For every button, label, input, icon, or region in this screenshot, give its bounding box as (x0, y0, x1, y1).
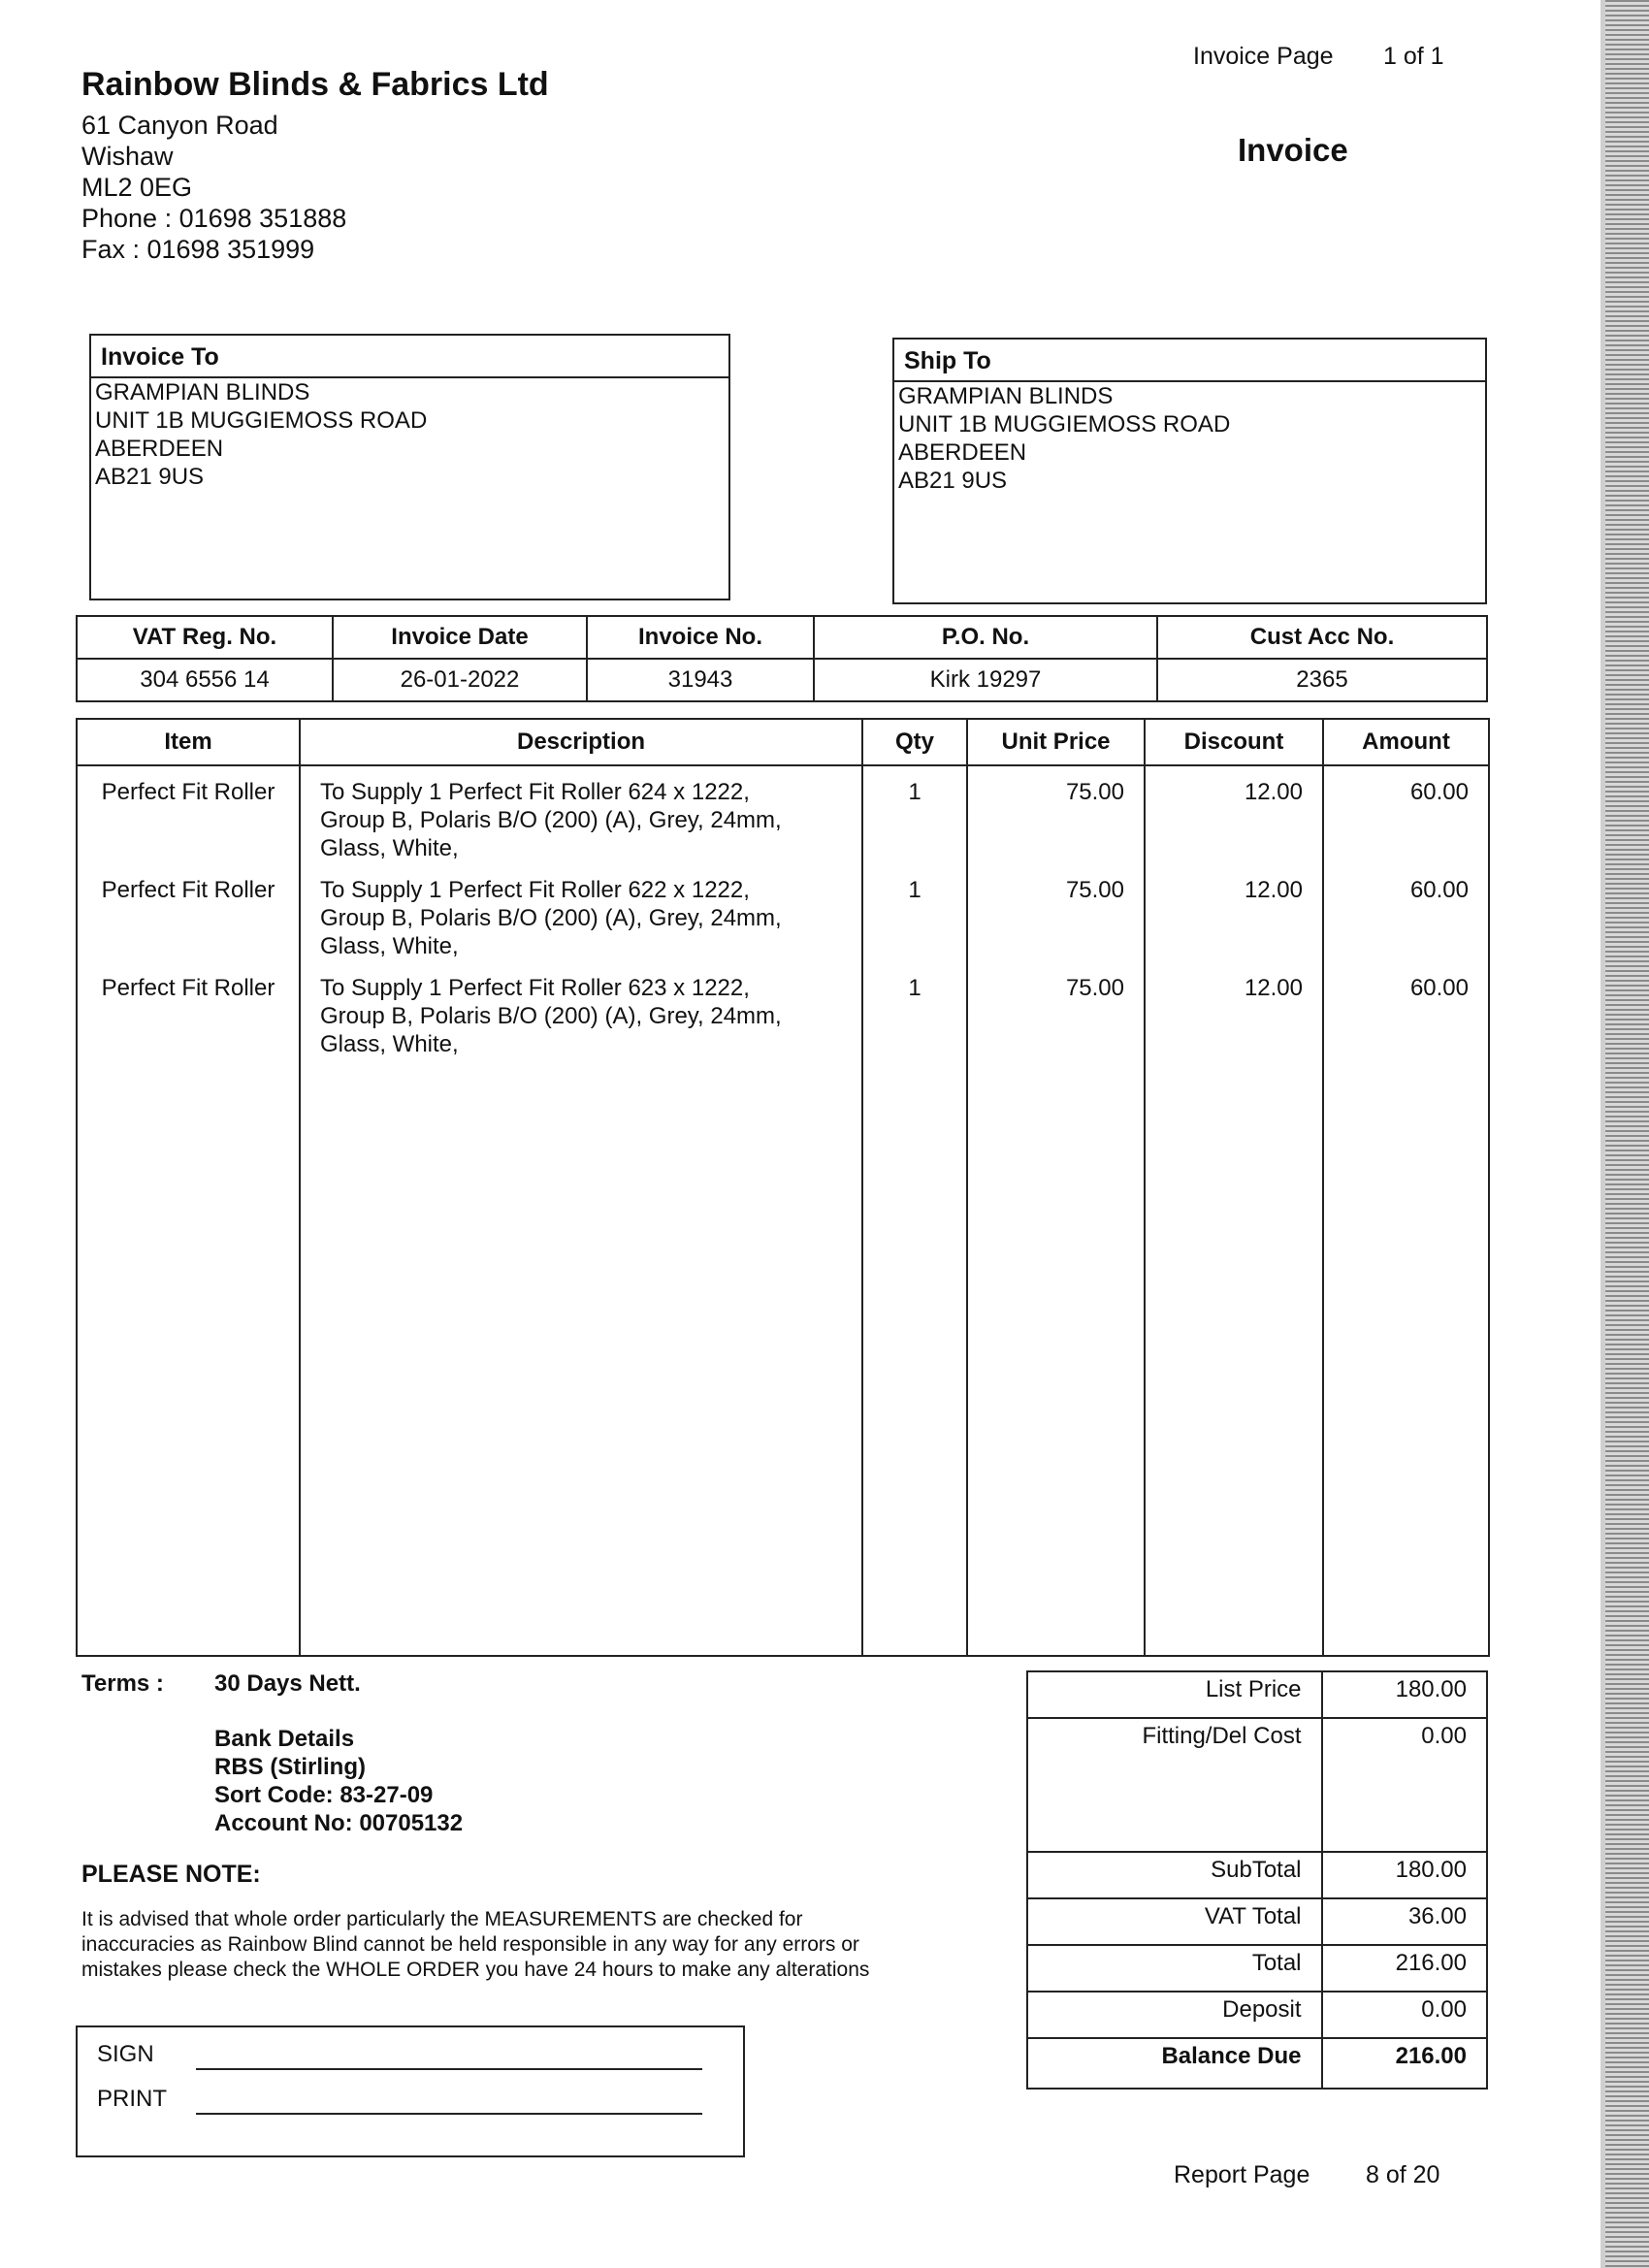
vat-total-label: VAT Total (1027, 1898, 1322, 1945)
meta-header-date: Invoice Date (333, 616, 587, 659)
company-address-postcode: ML2 0EG (81, 173, 193, 202)
invoice-to-address (91, 378, 728, 491)
ship-to-heading: Ship To (894, 340, 1485, 382)
description-column (300, 765, 862, 1656)
invoice-page-value: 1 of 1 (1383, 43, 1444, 70)
line-qty: 1 (908, 779, 922, 805)
line-item: Perfect Fit Roller (101, 975, 275, 1001)
description-line: Glass, White, (320, 933, 459, 959)
balance-due-value: 216.00 (1322, 2038, 1487, 2089)
list-price-label: List Price (1027, 1671, 1322, 1718)
totals-table (1026, 1670, 1488, 2090)
line-qty: 1 (908, 877, 922, 903)
description-line: Group B, Polaris B/O (200) (A), Grey, 24mm, (320, 807, 782, 833)
sign-line[interactable] (196, 2068, 702, 2070)
fitting-label: Fitting/Del Cost (1027, 1718, 1322, 1852)
line-description (320, 864, 861, 962)
company-phone: Phone : 01698 351888 (81, 204, 347, 233)
col-header-unit-price: Unit Price (967, 719, 1145, 765)
list-price-value: 180.00 (1322, 1671, 1487, 1718)
total-value: 216.00 (1322, 1945, 1487, 1992)
invoice-to-line: UNIT 1B MUGGIEMOSS ROAD (95, 407, 428, 434)
company-address-street: 61 Canyon Road (81, 111, 278, 140)
meta-header-po: P.O. No. (814, 616, 1157, 659)
account-number: Account No: 00705132 (214, 1810, 464, 1836)
line-discount: 12.00 (1244, 975, 1303, 1001)
line-amount: 60.00 (1409, 975, 1469, 1001)
invoice-to-heading: Invoice To (91, 336, 728, 378)
items-header-row (77, 719, 1489, 765)
description-line: Glass, White, (320, 1031, 459, 1057)
description-line: To Supply 1 Perfect Fit Roller 623 x 1222, (320, 975, 750, 1001)
invoice-date: 26-01-2022 (333, 659, 587, 701)
items-table (76, 718, 1490, 1657)
print-label: PRINT (97, 2086, 167, 2112)
note-line: inaccuracies as Rainbow Blind cannot be held responsible in any way for any errors or (81, 1933, 859, 1956)
ship-to-line: AB21 9US (898, 468, 1008, 494)
note-line: It is advised that whole order particularly the MEASUREMENTS are checked for (81, 1908, 803, 1930)
company-address-town: Wishaw (81, 142, 174, 171)
line-description (320, 962, 861, 1060)
meta-header-vat: VAT Reg. No. (77, 616, 333, 659)
report-page-label: Report Page (1174, 2161, 1310, 2188)
invoice-page-label: Invoice Page (1193, 43, 1334, 70)
signature-box (76, 2025, 745, 2157)
line-description (320, 766, 861, 864)
line-unit-price: 75.00 (1065, 779, 1124, 805)
document-title: Invoice (1238, 132, 1348, 168)
col-header-qty: Qty (862, 719, 967, 765)
item-column (77, 765, 300, 1656)
total-label: Total (1027, 1945, 1322, 1992)
line-item: Perfect Fit Roller (101, 877, 275, 903)
unit-price-column (967, 765, 1145, 1656)
sign-label: SIGN (97, 2041, 154, 2067)
fitting-value: 0.00 (1322, 1718, 1487, 1852)
line-item: Perfect Fit Roller (101, 779, 275, 805)
invoice-to-line: GRAMPIAN BLINDS (95, 379, 310, 405)
meta-header-cust-acc: Cust Acc No. (1157, 616, 1487, 659)
meta-header-invoice-no: Invoice No. (587, 616, 814, 659)
invoice-to-line: AB21 9US (95, 464, 205, 490)
cust-acc-no: 2365 (1157, 659, 1487, 701)
description-line: To Supply 1 Perfect Fit Roller 622 x 1222, (320, 877, 750, 903)
ship-to-box (892, 338, 1487, 604)
line-qty: 1 (908, 975, 922, 1001)
line-unit-price: 75.00 (1065, 975, 1124, 1001)
please-note-text (81, 1907, 974, 1983)
line-amount: 60.00 (1409, 877, 1469, 903)
please-note-heading: PLEASE NOTE: (81, 1861, 261, 1888)
line-amount: 60.00 (1409, 779, 1469, 805)
discount-column (1145, 765, 1323, 1656)
terms-label: Terms : (81, 1670, 164, 1697)
invoice-meta-table (76, 615, 1488, 702)
company-name: Rainbow Blinds & Fabrics Ltd (81, 66, 549, 103)
line-discount: 12.00 (1244, 877, 1303, 903)
ship-to-address (894, 382, 1485, 495)
bank-details (214, 1725, 463, 1837)
description-line: Group B, Polaris B/O (200) (A), Grey, 24mm, (320, 1003, 782, 1029)
description-line: Glass, White, (320, 835, 459, 861)
items-body (77, 765, 1489, 1656)
vat-total-value: 36.00 (1322, 1898, 1487, 1945)
invoice-to-line: ABERDEEN (95, 436, 224, 462)
col-header-description: Description (300, 719, 862, 765)
line-unit-price: 75.00 (1065, 877, 1124, 903)
invoice-to-box (89, 334, 730, 600)
ship-to-line: ABERDEEN (898, 439, 1027, 466)
description-line: To Supply 1 Perfect Fit Roller 624 x 1222, (320, 779, 750, 805)
print-line[interactable] (196, 2113, 702, 2115)
report-page-value: 8 of 20 (1366, 2161, 1440, 2188)
qty-column (862, 765, 967, 1656)
description-line: Group B, Polaris B/O (200) (A), Grey, 24mm, (320, 905, 782, 931)
terms-value: 30 Days Nett. (214, 1670, 361, 1697)
scan-border (1605, 0, 1649, 2268)
line-discount: 12.00 (1244, 779, 1303, 805)
invoice-number: 31943 (587, 659, 814, 701)
company-fax: Fax : 01698 351999 (81, 235, 315, 264)
balance-due-label: Balance Due (1027, 2038, 1322, 2089)
vat-reg-no: 304 6556 14 (77, 659, 333, 701)
bank-details-heading: Bank Details (214, 1726, 355, 1752)
deposit-value: 0.00 (1322, 1992, 1487, 2038)
po-number: Kirk 19297 (814, 659, 1157, 701)
col-header-item: Item (77, 719, 300, 765)
sort-code: Sort Code: 83-27-09 (214, 1782, 434, 1808)
deposit-label: Deposit (1027, 1992, 1322, 2038)
note-line: mistakes please check the WHOLE ORDER you have 24 hours to make any alterations (81, 1959, 870, 1981)
ship-to-line: GRAMPIAN BLINDS (898, 383, 1114, 409)
col-header-amount: Amount (1323, 719, 1489, 765)
subtotal-label: SubTotal (1027, 1852, 1322, 1898)
subtotal-value: 180.00 (1322, 1852, 1487, 1898)
col-header-discount: Discount (1145, 719, 1323, 765)
bank-name: RBS (Stirling) (214, 1754, 366, 1780)
amount-column (1323, 765, 1489, 1656)
ship-to-line: UNIT 1B MUGGIEMOSS ROAD (898, 411, 1231, 437)
